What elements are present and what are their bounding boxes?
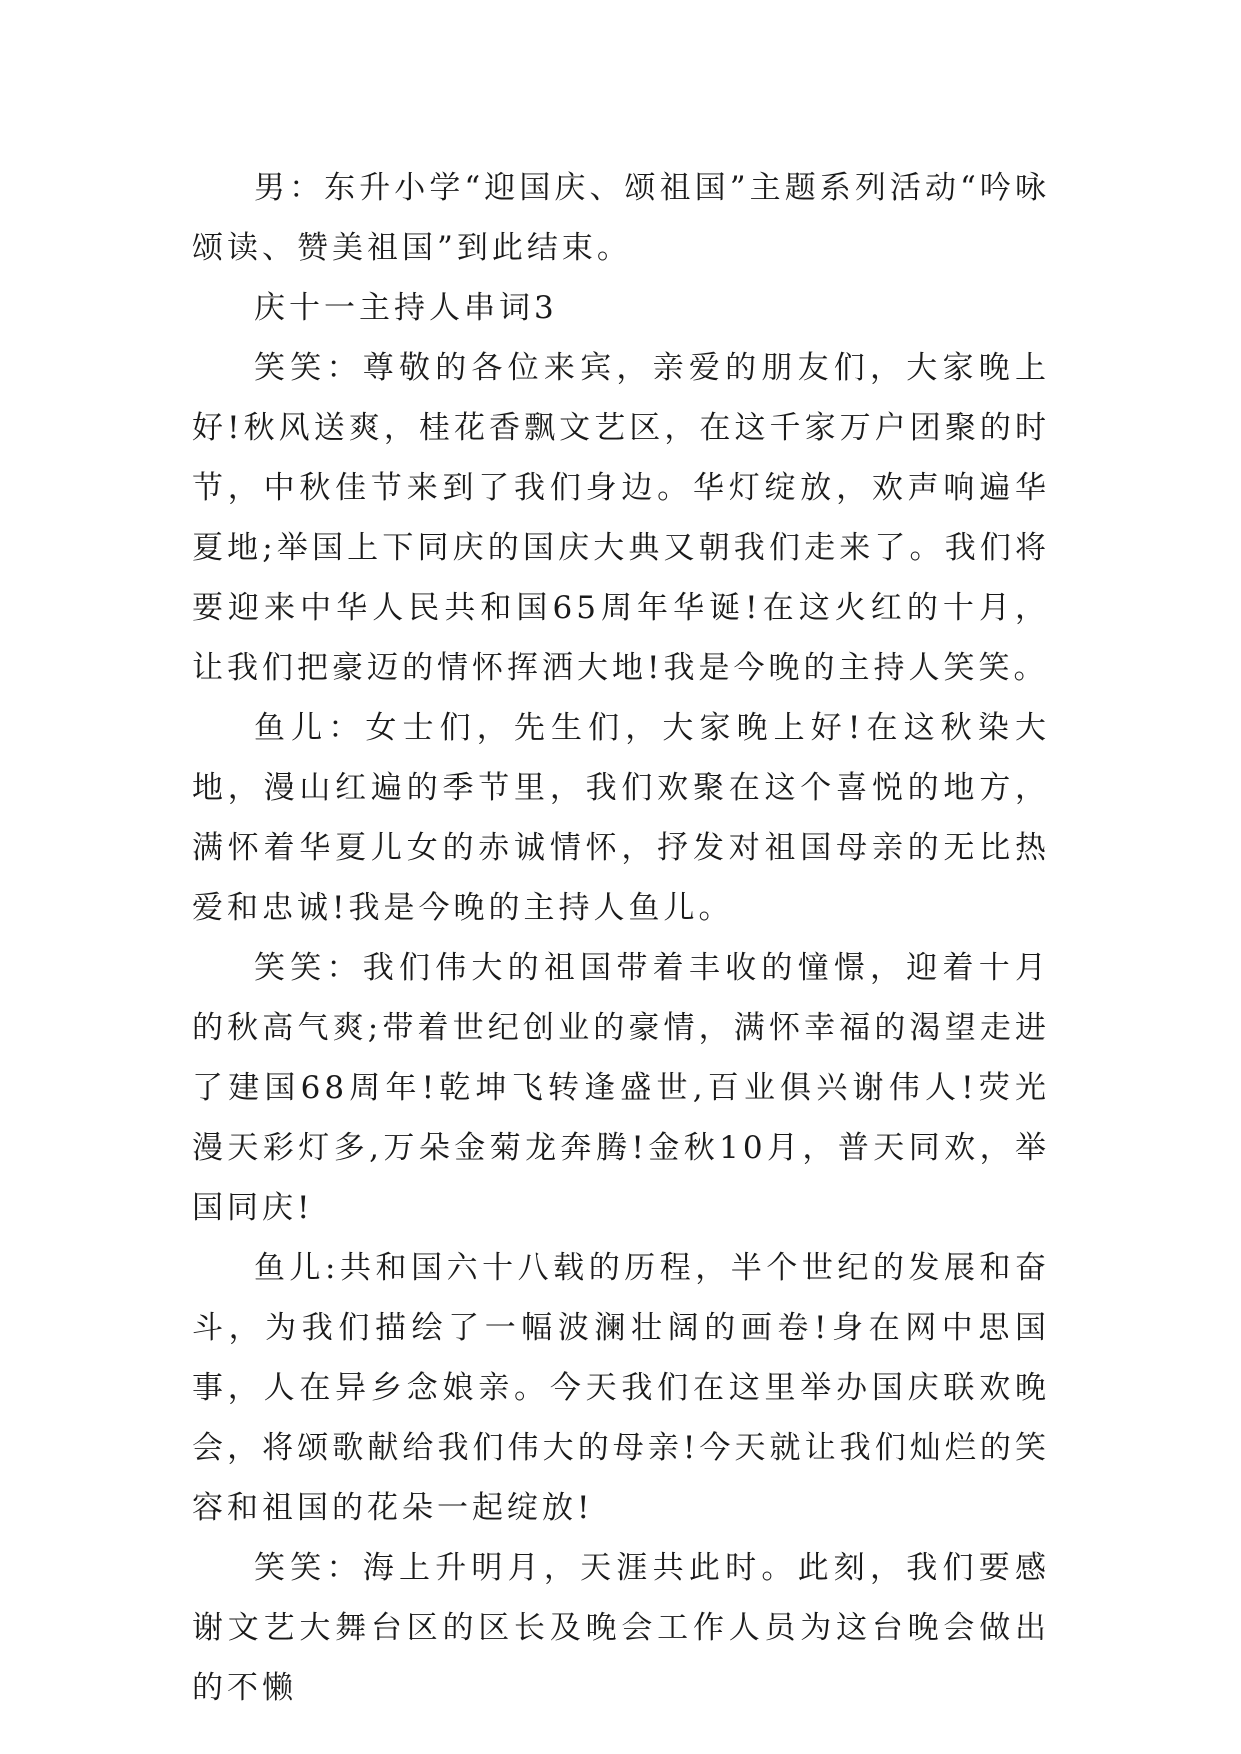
section-heading: 庆十一主持人串词3 [254, 290, 558, 326]
paragraph-host-xiaoxiao-second: 笑笑：我们伟大的祖国带着丰收的憧憬，迎着十月的秋高气爽;带着世纪创业的豪情，满怀幸福的渴望走进了建国68周年!乾坤飞转逢盛世,百业俱兴谢伟人!荧光漫天彩灯多,万朵金菊龙奔腾!金秋10月，普天同欢，举国同庆! [192, 950, 1050, 1226]
document-body [192, 158, 1050, 1718]
paragraph-host-yuer-second: 鱼儿:共和国六十八载的历程，半个世纪的发展和奋斗，为我们描绘了一幅波澜壮阔的画卷!身在网中思国事，人在异乡念娘亲。今天我们在这里举办国庆联欢晚会，将颂歌献给我们伟大的母亲!今天就让我们灿烂的笑容和祖国的花朵一起绽放! [192, 1250, 1050, 1526]
paragraph-host-xiaoxiao-opening: 笑笑：尊敬的各位来宾，亲爱的朋友们，大家晚上好!秋风送爽，桂花香飘文艺区，在这千家万户团聚的时节，中秋佳节来到了我们身边。华灯绽放，欢声响遍华夏地;举国上下同庆的国庆大典又朝我们走来了。我们将要迎来中华人民共和国65周年华诞!在这火红的十月，让我们把豪迈的情怀挥洒大地!我是今晚的主持人笑笑。 [192, 350, 1050, 686]
paragraph-host-yuer-opening: 鱼儿：女士们，先生们，大家晚上好!在这秋染大地，漫山红遍的季节里，我们欢聚在这个喜悦的地方，满怀着华夏儿女的赤诚情怀，抒发对祖国母亲的无比热爱和忠诚!我是今晚的主持人鱼儿。 [192, 710, 1050, 926]
paragraph-closing-remark: 男：东升小学“迎国庆、颂祖国”主题系列活动“吟咏颂读、赞美祖国”到此结束。 [192, 170, 1050, 266]
paragraph-host-xiaoxiao-third: 笑笑：海上升明月，天涯共此时。此刻，我们要感谢文艺大舞台区的区长及晚会工作人员为这台晚会做出的不懒 [192, 1550, 1050, 1706]
